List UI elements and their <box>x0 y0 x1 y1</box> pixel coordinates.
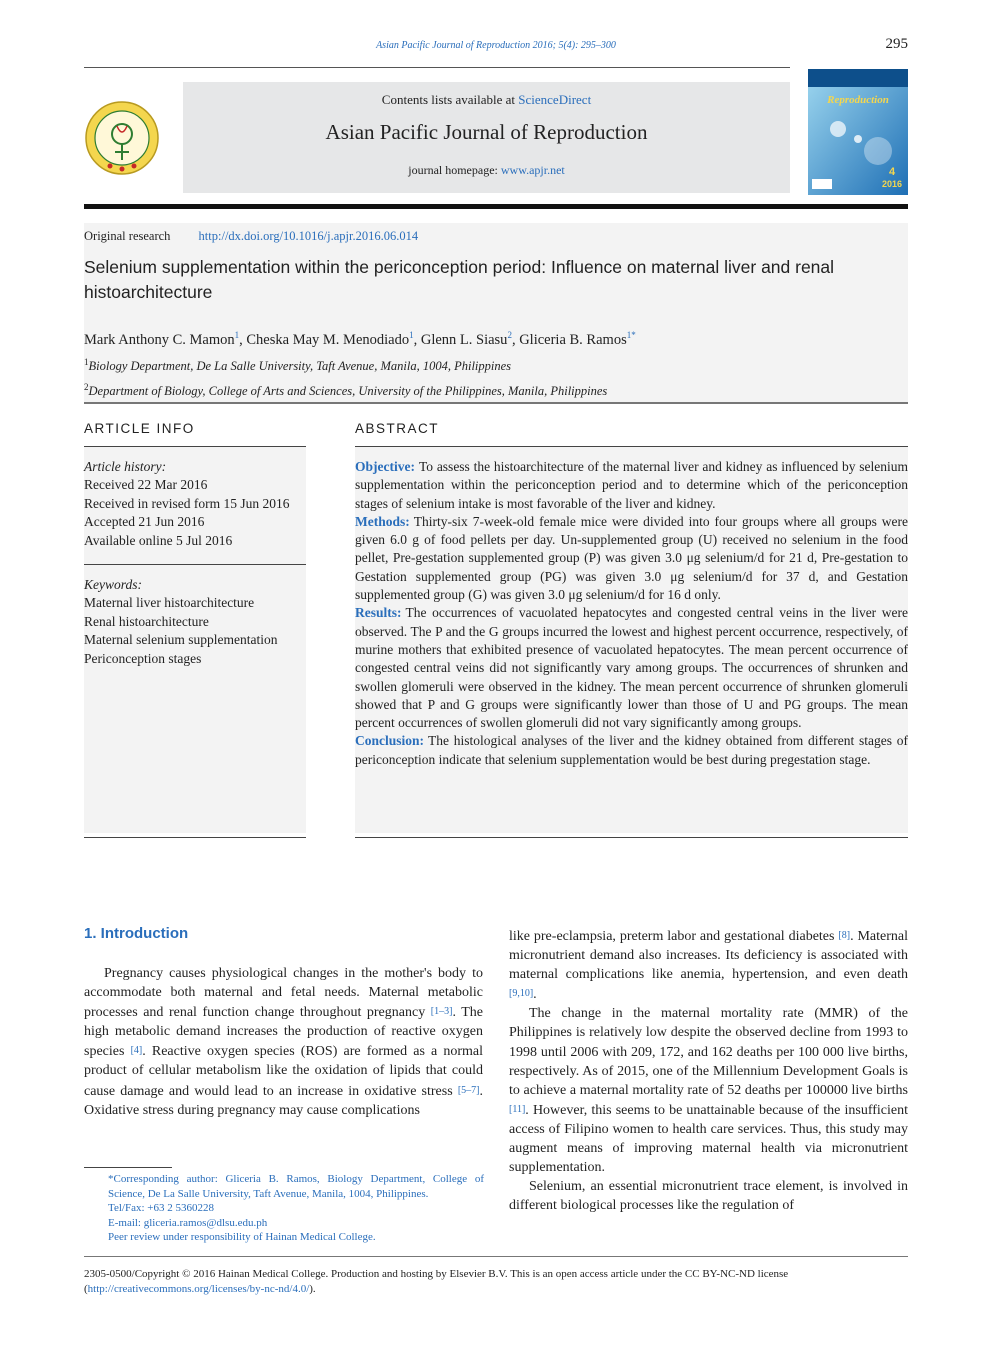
article-band-rule <box>84 402 908 404</box>
article-meta <box>84 229 418 244</box>
top-rule <box>84 67 790 68</box>
header-thick-rule <box>84 204 908 209</box>
sciencedirect-link[interactable]: ScienceDirect <box>518 92 592 107</box>
corresponding-author: *Corresponding author: Gliceria B. Ramos, Biology Department, College of Science, De La Salle University, Taft Avenue, Manila, 1004, Philippines. <box>108 1173 484 1200</box>
license-link[interactable]: http://creativecommons.org/licenses/by-nc-nd/4.0/ <box>87 1283 310 1295</box>
author: Gliceria B. Ramos$^{1*}$ <box>519 330 636 348</box>
citation-link[interactable]: [5–7] <box>457 1084 480 1096</box>
article-info-bottom-rule <box>84 837 306 838</box>
author: Cheska May M. Menodiado$^1$, <box>246 330 421 348</box>
citation-link[interactable]: [8] <box>838 930 851 941</box>
journal-homepage: journal homepage: www.apjr.net <box>408 163 565 177</box>
email-line: E-mail: gliceria.ramos@dlsu.edu.ph <box>108 1216 268 1229</box>
cover-title: Reproduction <box>827 94 889 106</box>
tel-fax: Tel/Fax: +63 2 5360228 <box>108 1202 214 1214</box>
citation-link[interactable]: [11] <box>509 1103 526 1115</box>
abstract-body <box>355 458 908 769</box>
abstract-methods: Methods: Thirty-six 7-week-old female mice were divided into four groups where all groups were given 6.0 g of food pellets per day. Un-supplemented group (U) received no selenium in the food pellet, Pre-gestation supplemented group (P) was given 3.0 μg selenium/d for 21 d, Pre-gestation to Gestation supplemented group (PG) was given 3.0 μg selenium/d for 37 d, and Gestation supplemented group (G) was given 3.0 μg selenium/d for 16 d only. <box>355 513 908 603</box>
email-link[interactable]: gliceria.ramos@dlsu.edu.ph <box>143 1216 268 1229</box>
author-list <box>84 330 636 349</box>
abstract-results: Results: The occurrences of vacuolated hepatocytes and congested central veins in the liver were observed. The P and the G groups incurred the lowest and highest percent occurrence, respectively, of murine mothers that exhibited presence of vacuolated hepatocytes. The mean percent occurrence of congested central veins did not significantly vary among groups. The occurrences of shrunken and swollen glomeruli were observed in the kidney. The mean percent occurrence of shrunken glomeruli showed that P and G groups were significantly lower than those of U and PG groups. The mean percent occurrences of swollen glomeruli did not vary significantly among groups. <box>355 605 908 731</box>
journal-seal-logo <box>84 100 160 178</box>
paragraph: Pregnancy causes physiological changes in the mother's body to accommodate both maternal and fetal needs. Maternal metabolic processes and renal function change throughout pregnancy [1–3]. The high metabolic demand increases the production of reactive oxygen species [4]. Reactive oxygen species (ROS) are formed as a normal product of cellular metabolism like the oxidation of lipids that could cause damage and would lead to an increase in oxidative stress [5–7]. Oxidative stress during pregnancy may cause complications <box>84 966 484 1118</box>
affiliation-2: $^2$Department of Biology, College of Arts and Sciences, University of the Philippines, Manila, Philippines <box>84 382 608 398</box>
footnote-rule <box>84 1167 172 1168</box>
abstract-objective: Objective: To assess the histoarchitecture of the maternal liver and kidney as influenced by selenium supplementation within the periconception period and to determine which of the periconception stages of selenium intake is most favorable of the liver and kidney. <box>355 459 908 511</box>
journal-cover-image <box>808 69 908 195</box>
paragraph-continued: like pre-eclampsia, preterm labor and gestational diabetes [8]. Maternal micronutrient demand also increases. Its deficiency is associated with maternal complications like anemia, hypertension, and even death [9,10]. <box>509 929 908 1003</box>
abstract-bottom-rule <box>355 837 908 838</box>
abstract-heading: ABSTRACT <box>355 421 440 436</box>
author: Mark Anthony C. Mamon$^1$, <box>84 330 247 348</box>
intro-left-column <box>84 964 483 1120</box>
citation-link[interactable]: [4] <box>130 1045 143 1057</box>
journal-header-band <box>183 82 790 193</box>
article-type: Original research <box>84 229 171 243</box>
page-number: 295 <box>885 36 908 52</box>
affiliation-1: $^1$Biology Department, De La Salle University, Taft Avenue, Manila, 1004, Philippines <box>84 357 512 373</box>
keywords: Keywords: Maternal liver histoarchitecture Renal histoarchitecture Maternal selenium supplementation Periconception stages <box>84 577 278 666</box>
intro-right-column <box>509 926 908 1215</box>
paragraph: Selenium, an essential micronutrient trace element, is involved in different biological processes like the regulation of <box>509 1179 908 1214</box>
paragraph: The change in the maternal mortality rate (MMR) of the Philippines is relatively low despite the observed decline from 1993 to 1998 until 2006 with 209, 172, and 162 deaths per 100 000 live births, respectively. As of 2015, one of the Millennium Development Goals is to achieve a maternal mortality rate of 52 deaths per 100000 live births [11]. However, this seems to be unattainable because of the insufficient access of Filipino women to health care services. Thus, this study may augment means of improving maternal health via micronutrient supplementation. <box>509 1006 908 1176</box>
history-rule <box>84 564 306 565</box>
copyright-notice: 2305-0500/Copyright © 2016 Hainan Medical College. Production and hosting by Elsevier B.V. This is an open access article under the CC BY-NC-ND license (http://creativecommons.org/licenses/by-nc-nd/4.0/). <box>84 1268 789 1295</box>
article-header-band <box>84 223 908 403</box>
section-heading-introduction: 1. Introduction <box>84 925 189 942</box>
author: Glenn L. Siasu$^2$, <box>420 330 520 348</box>
journal-title: Asian Pacific Journal of Reproduction <box>325 120 648 144</box>
cover-year: 2016 <box>881 179 903 189</box>
article-info-heading: ARTICLE INFO <box>84 421 195 436</box>
abstract-conclusion: Conclusion: The histological analyses of the liver and the kidney obtained from different stages of periconception indicate that selenium supplementation would be best during pregestation stage. <box>355 733 908 767</box>
citation-link[interactable]: [9,10] <box>509 988 534 1000</box>
homepage-link[interactable]: www.apjr.net <box>500 163 565 177</box>
bottom-rule <box>84 1256 908 1257</box>
cover-issue: 4 <box>888 166 896 178</box>
peer-review: Peer review under responsibility of Hainan Medical College. <box>108 1231 376 1243</box>
article-title: Selenium supplementation within the periconception period: Influence on maternal liver and renal histoarchitecture <box>84 257 835 302</box>
running-header: Asian Pacific Journal of Reproduction 2016; 5(4): 295–300 <box>376 40 616 51</box>
doi-link[interactable]: http://dx.doi.org/10.1016/j.apjr.2016.06.014 <box>198 229 419 243</box>
article-history: Article history: Received 22 Mar 2016 Received in revised form 15 Jun 2016 Accepted 21 Jun 2016 Available online 5 Jul 2016 <box>84 459 290 548</box>
contents-line: Contents lists available at ScienceDirect <box>381 92 592 107</box>
citation-link[interactable]: [1–3] <box>430 1006 453 1018</box>
footnote <box>84 1172 484 1245</box>
